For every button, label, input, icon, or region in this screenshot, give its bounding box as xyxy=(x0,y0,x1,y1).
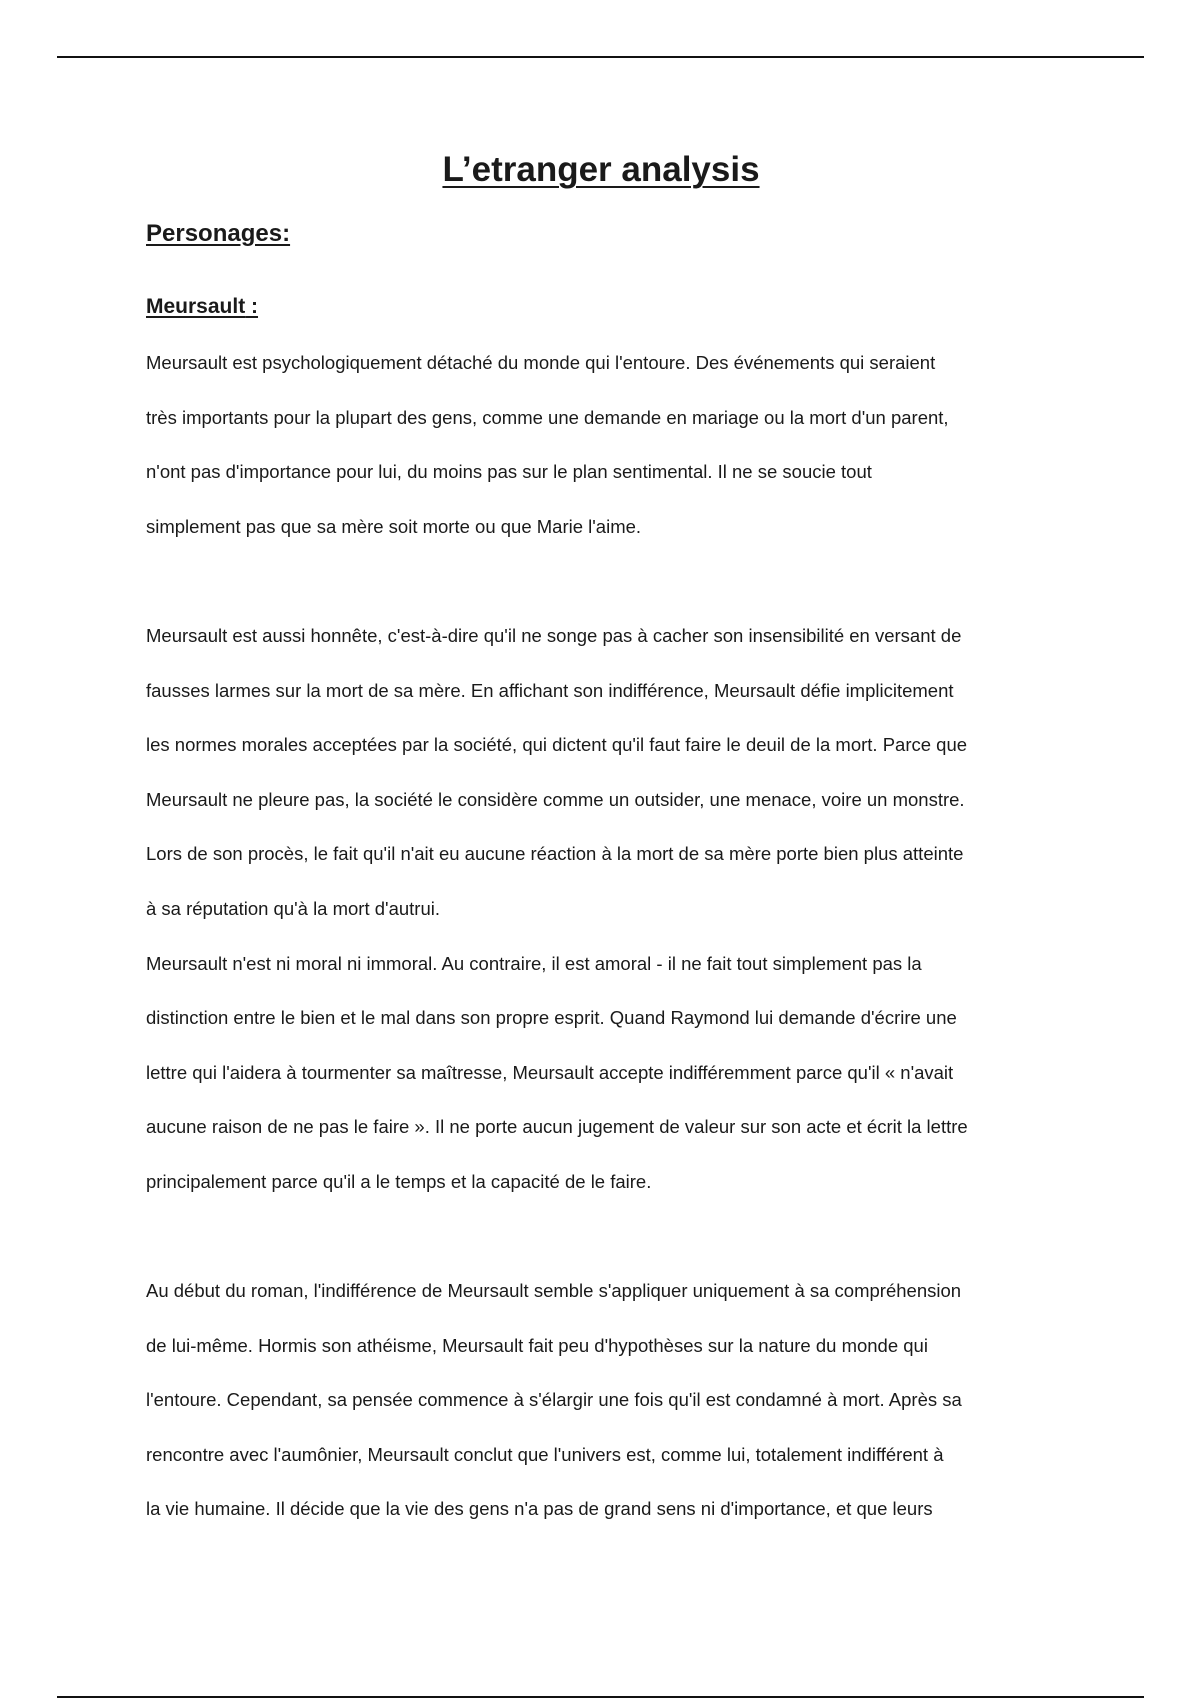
paragraph-line: principalement parce qu'il a le temps et la capacité de le faire. xyxy=(146,1170,652,1192)
paragraph-line: n'ont pas d'importance pour lui, du moins pas sur le plan sentimental. Il ne se soucie tout xyxy=(146,461,872,483)
paragraph-line: les normes morales acceptées par la société, qui dictent qu'il faut faire le deuil de la mort. Parce que xyxy=(146,734,968,756)
paragraph-spacer xyxy=(146,1222,1076,1277)
paragraph-line: de lui-même. Hormis son athéisme, Meursault fait peu d'hypothèses sur la nature du monde qui xyxy=(146,1334,928,1356)
paragraph-1 xyxy=(146,348,1076,566)
paragraph-line: Meursault est psychologiquement détaché du monde qui l'entoure. Des événements qui seraient xyxy=(146,352,936,373)
paragraph-line: Lors de son procès, le fait qu'il n'ait eu aucune réaction à la mort de sa mère porte bien plus atteinte xyxy=(146,843,964,865)
paragraph-3 xyxy=(146,949,1076,1222)
page-top-rule xyxy=(57,56,1144,58)
paragraph-2 xyxy=(146,621,1076,949)
paragraph-line: Meursault ne pleure pas, la société le considère comme un outsider, une menace, voire un monstre. xyxy=(146,788,965,810)
character-heading-colon: : xyxy=(245,295,259,318)
paragraph-4 xyxy=(146,1276,1076,1549)
paragraph-line: Au début du roman, l'indifférence de Meursault semble s'appliquer uniquement à sa compréhension xyxy=(146,1280,962,1302)
character-heading-name: Meursault xyxy=(146,295,246,318)
paragraph-line: aucune raison de ne pas le faire ». Il ne porte aucun jugement de valeur sur son acte et écrit la lettre xyxy=(146,1116,968,1138)
paragraph-line: l'entoure. Cependant, sa pensée commence à s'élargir une fois qu'il est condamné à mort. Après sa xyxy=(146,1389,962,1411)
body-text xyxy=(146,348,1076,1549)
paragraph-spacer xyxy=(146,566,1076,621)
paragraph-line: Meursault n'est ni moral ni immoral. Au contraire, il est amoral - il ne fait tout simplement pas la xyxy=(146,952,922,974)
document-title: L’etranger analysis xyxy=(442,150,760,189)
paragraph-line: lettre qui l'aidera à tourmenter sa maîtresse, Meursault accepte indifféremment parce qu'il « n'avait xyxy=(146,1061,954,1083)
paragraph-line: fausses larmes sur la mort de sa mère. En affichant son indifférence, Meursault défie implicitement xyxy=(146,679,954,701)
paragraph-line: simplement pas que sa mère soit morte ou que Marie l'aime. xyxy=(146,515,642,537)
paragraph-line: à sa réputation qu'à la mort d'autrui. xyxy=(146,897,440,919)
paragraph-line: Meursault est aussi honnête, c'est-à-dire qu'il ne songe pas à cacher son insensibilité en versant de xyxy=(146,624,962,646)
paragraph-line: très importants pour la plupart des gens, comme une demande en mariage ou la mort d'un parent, xyxy=(146,406,949,428)
section-heading-personages: Personages: xyxy=(146,220,291,247)
character-heading-meursault xyxy=(146,295,258,319)
paragraph-line: rencontre avec l'aumônier, Meursault conclut que l'univers est, comme lui, totalement indifférent à xyxy=(146,1443,944,1465)
paragraph-line: distinction entre le bien et le mal dans son propre esprit. Quand Raymond lui demande d'écrire une xyxy=(146,1007,957,1029)
page-bottom-rule xyxy=(57,1696,1144,1698)
paragraph-line: la vie humaine. Il décide que la vie des gens n'a pas de grand sens ni d'importance, et que leurs xyxy=(146,1498,933,1520)
